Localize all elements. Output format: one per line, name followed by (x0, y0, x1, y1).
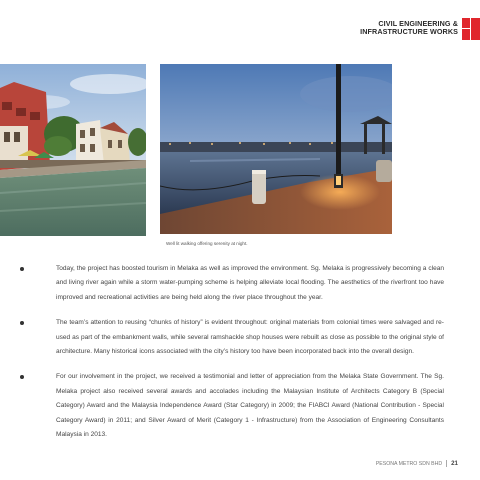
bullet-icon (20, 321, 24, 325)
bullet-list (20, 262, 444, 453)
photo-caption: Well lit walking offering serenity at night. (166, 241, 248, 246)
section-title (258, 20, 458, 37)
riverfront-walkway-night-photo (160, 64, 392, 234)
bullet-item (20, 370, 444, 442)
bullet-icon (20, 267, 24, 271)
bullet-item (20, 262, 444, 305)
bullet-text: Today, the project has boosted tourism in Melaka as well as improved the environment. Sg. Melaka is progressively becoming a clean and living river again while a storm water-pumping scheme is helping alleviate local flooding. The aesthetics of the riverfront too have improved and recreational activities are being held along the river place throughout the year. (56, 265, 444, 301)
page-footer (376, 460, 458, 467)
section-accent-mark (462, 18, 480, 40)
section-title-line-1: CIVIL ENGINEERING & (378, 19, 458, 28)
bullet-text: For our involvement in the project, we received a testimonial and letter of appreciation from the Melaka State Government. The Sg. Melaka project also received several awards and accolades including the Malaysian Institute of Architects Category B (Special Category) Award and the Malaysia Independence Award (Star Category) in 2009; the FIABCI Award (National Contribution - Special Category Award) in 2011; and Silver Award of Merit (Category 1 - Infrastructure) from the Association of Engineering Consultants Malaysia in 2013. (56, 373, 444, 439)
riverside-shophouses-photo (0, 64, 146, 236)
page-number: 21 (451, 460, 458, 467)
footer-divider (446, 460, 447, 467)
section-title-line-2: INFRASTRUCTURE WORKS (360, 27, 458, 37)
bullet-icon (20, 375, 24, 379)
bullet-text: The team’s attention to reusing “chunks of history” is evident throughout: original materials from colonial times were salvaged and re-used as part of the embankment walls, while several ramshackle shop houses were rebuilt as close as possible to the original style of architecture. Many historical icons associated with the city’s history too have been incorporated back into the overall design. (56, 319, 444, 356)
bullet-item (20, 316, 444, 359)
footer-company: PESONA METRO SDN BHD (375, 461, 443, 467)
